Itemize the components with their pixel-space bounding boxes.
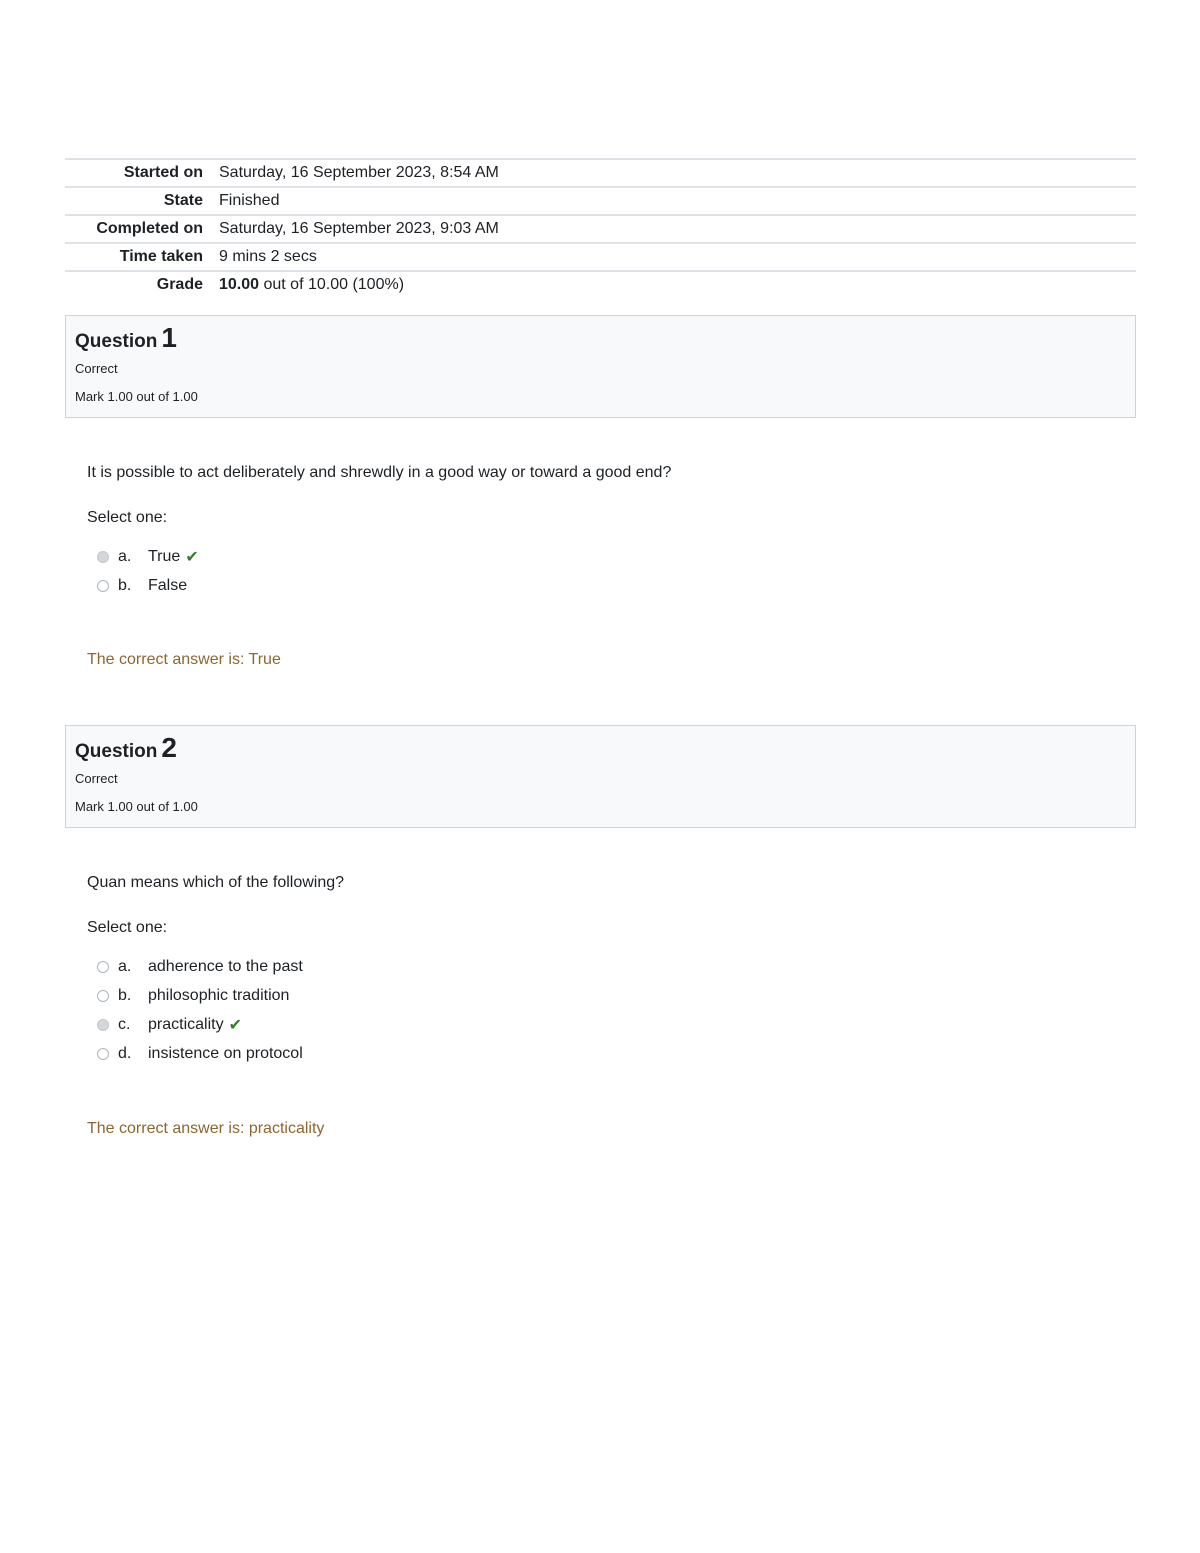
question-title [75,732,1126,768]
question-2-info [65,725,1136,828]
radio-button[interactable] [97,990,109,1002]
summary-label: State [163,192,203,209]
summary-label: Grade [156,276,203,293]
answer-option-b[interactable] [87,981,1087,1010]
answer-text: adherence to the past [148,957,303,975]
answer-text: philosophic tradition [148,986,290,1004]
grade-score: 10.00 [219,276,260,293]
summary-value: Saturday, 16 September 2023, 8:54 AM [219,164,499,181]
answer-text: True [148,547,181,565]
summary-value: Finished [219,192,280,209]
question-mark: Mark 1.00 out of 1.00 [75,389,198,404]
summary-value [219,276,1136,294]
answer-letter: b. [118,986,132,1004]
answer-option-a[interactable] [87,952,1087,981]
radio-button[interactable] [97,580,109,592]
question-text: Quan means which of the following? [87,874,345,891]
summary-row-time-taken [65,244,1136,272]
question-number: 1 [161,322,177,353]
grade-total: out of 10.00 (100%) [259,276,405,293]
answer-text: insistence on protocol [148,1044,303,1062]
answer-list [87,952,1087,1068]
summary-value: 9 mins 2 secs [219,248,317,265]
radio-button[interactable] [97,1019,109,1031]
check-icon: ✔ [228,1016,242,1034]
attempt-summary-table [65,158,1136,298]
answer-list [87,542,1087,600]
question-number: 2 [161,732,177,763]
check-icon: ✔ [185,548,199,566]
answer-letter: c. [118,1015,131,1033]
radio-button[interactable] [97,961,109,973]
radio-button[interactable] [97,551,109,563]
correct-answer-feedback: The correct answer is: True [87,651,281,668]
question-title [75,322,1126,358]
question-text: It is possible to act deliberately and shrewdly in a good way or toward a good end? [87,464,672,481]
answer-letter: b. [118,576,132,594]
answer-text: False [148,576,188,594]
question-label: Question [75,331,158,352]
answer-option-d[interactable] [87,1039,1087,1068]
summary-label: Time taken [119,248,203,265]
question-1-content [87,462,1087,600]
answer-letter: d. [118,1044,132,1062]
correct-answer-feedback: The correct answer is: practicality [87,1120,325,1137]
question-mark: Mark 1.00 out of 1.00 [75,799,198,814]
summary-row-completed [65,216,1136,244]
summary-value: Saturday, 16 September 2023, 9:03 AM [219,220,499,237]
answer-option-b[interactable] [87,571,1087,600]
question-1-info [65,315,1136,418]
select-one-prompt: Select one: [87,919,168,936]
answer-letter: a. [118,957,132,975]
answer-option-c[interactable] [87,1010,1087,1039]
question-2-content [87,872,1087,1068]
summary-row-grade [65,272,1136,298]
question-label: Question [75,741,158,762]
select-one-prompt: Select one: [87,509,168,526]
question-state: Correct [75,771,118,786]
answer-letter: a. [118,547,132,565]
answer-text: practicality [148,1015,224,1033]
summary-row-state [65,188,1136,216]
radio-button[interactable] [97,1048,109,1060]
summary-label: Started on [123,164,203,181]
answer-option-a[interactable] [87,542,1087,571]
summary-row-started [65,160,1136,188]
question-state: Correct [75,361,118,376]
summary-label: Completed on [96,220,203,237]
